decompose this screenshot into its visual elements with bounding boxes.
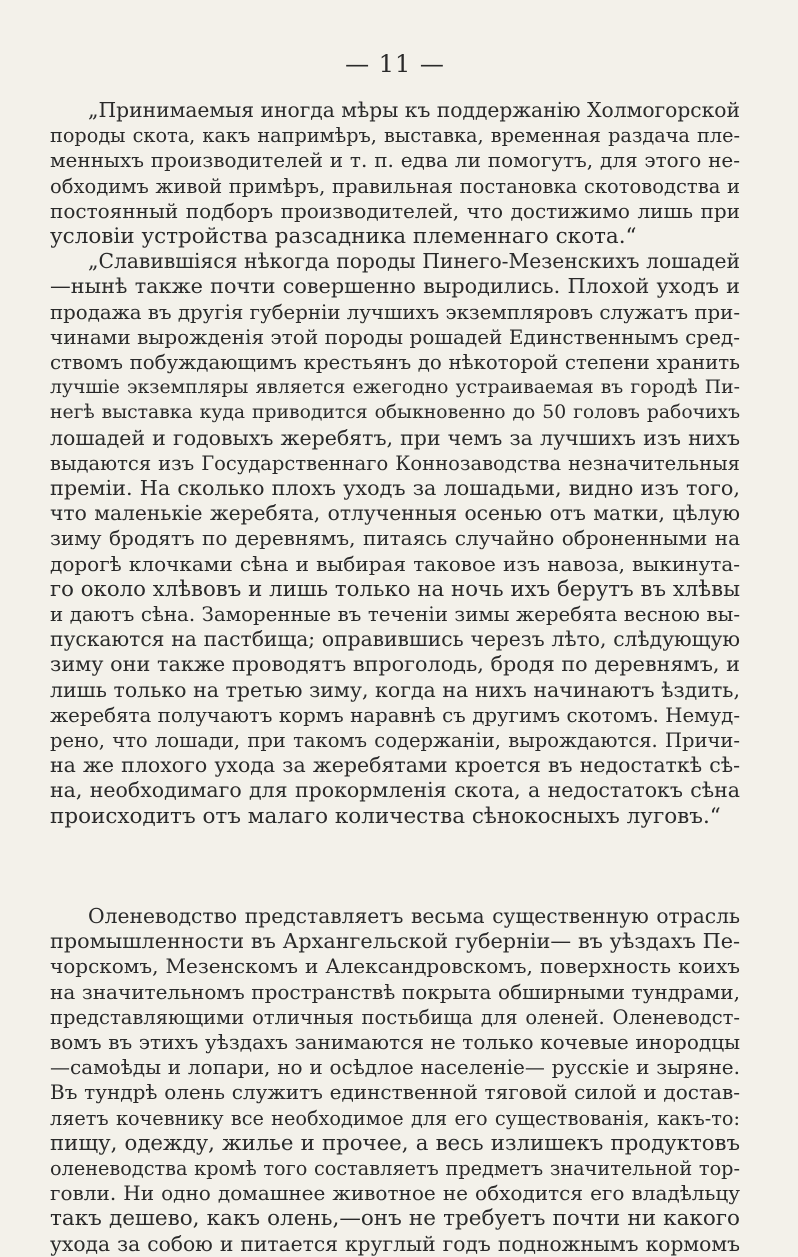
text-line: на же плохого ухода за жеребятами кроется въ недостаткѣ сѣ-: [50, 753, 740, 778]
text-line: что маленькіе жеребята, отлученныя осенью отъ матки, цѣлую: [50, 501, 740, 526]
text-line: такъ дешево, какъ олень,—онъ не требуетъ почти ни какого: [50, 1206, 740, 1232]
text-line: пищу, одежду, жилье и прочее, а весь излишекъ продуктовъ: [50, 1130, 740, 1156]
text-line: зиму бродятъ по деревнямъ, питаясь случайно оброненными на: [50, 526, 740, 551]
text-line: преміи. На сколько плохъ уходъ за лошадьми, видно изъ того,: [50, 476, 740, 501]
text-line: негѣ выставка куда приводится обыкновенно до 50 головъ рабочихъ: [50, 402, 740, 424]
text-line: продажа въ другія губерніи лучшихъ экземпляровъ служатъ при-: [50, 300, 740, 324]
text-line: жеребята получаютъ кормъ наравнѣ съ другимъ скотомъ. Немуд-: [50, 703, 740, 727]
paragraph-holmogory-cattle: [50, 98, 740, 249]
text-line: условіи устройства разсадника племеннаго скота.“: [50, 224, 637, 250]
text-line: промышленности въ Архангельской губерніи— въ уѣздахъ Пе-: [50, 929, 740, 954]
text-line: постоянный подборъ производителей, что достижимо лишь при: [50, 198, 740, 223]
text-line: чорскомъ, Мезенскомъ и Александровскомъ, поверхность коихъ: [50, 954, 740, 979]
text-line: на, необходимаго для прокормленія скота, а недостатокъ сѣна: [50, 778, 740, 803]
text-line: на значительномъ пространствѣ покрыта обширными тундрами,: [50, 979, 740, 1004]
text-line: чинами вырожденія этой породы рошадей Единственнымъ сред-: [50, 324, 740, 349]
text-line: менныхъ производителей и т. п. едва ли помогутъ, для этого не-: [50, 148, 740, 173]
text-line: пускаются на пастбища; оправившись черезъ лѣто, слѣдующую: [50, 627, 740, 652]
text-line: представляющими отличныя постьбища для оленей. Оленеводст-: [50, 1005, 740, 1029]
text-line: лишь только на третью зиму, когда на нихъ начинаютъ ѣздить,: [50, 677, 740, 702]
text-line: —нынѣ также почти совершенно выродились. Плохой уходъ и: [50, 274, 740, 299]
text-line: выдаются изъ Государственнаго Коннозаводства незначительныя: [50, 451, 740, 475]
text-line: „Славившіяся нѣкогда породы Пинего-Мезенскихъ лошадей: [88, 249, 740, 274]
text-line: зиму они также проводятъ впроголодь, бродя по деревнямъ, и: [50, 652, 740, 677]
text-line: дорогѣ клочками сѣна и выбирая таковое изъ навоза, выкинута-: [50, 551, 740, 576]
text-line: Въ тундрѣ олень служитъ единственной тяговой силой и достав-: [50, 1080, 740, 1105]
text-line: го около хлѣвовъ и лишь только на ночь ихъ берутъ въ хлѣвы: [50, 576, 740, 602]
page-number: — 11 —: [345, 50, 445, 78]
text-line: „Принимаемыя иногда мѣры къ поддержанію Холмогорской: [88, 98, 740, 122]
text-line: оленеводства кромѣ того составляетъ предметъ значительной тор-: [50, 1156, 740, 1180]
text-line: вомъ въ этихъ уѣздахъ занимаются не только кочевые инородцы: [50, 1029, 740, 1054]
paragraph-reindeer-herding: [50, 904, 740, 1257]
text-line: происходитъ отъ малаго количества сѣнокосныхъ луговъ.“: [50, 803, 721, 829]
text-line: ухода за собою и питается круглый годъ подножнымъ кормомъ: [50, 1231, 740, 1256]
text-line: обходимъ живой примѣръ, правильная постановка скотоводства и: [50, 174, 740, 198]
text-line: —самоѣды и лопари, но и осѣдлое населеніе— русскіе и зыряне.: [50, 1055, 740, 1080]
text-line: рено, что лошади, при такомъ содержаніи, вырождаются. Причи-: [50, 729, 740, 753]
text-line: лошадей и годовыхъ жеребятъ, при чемъ за лучшихъ изъ нихъ: [50, 425, 740, 450]
paragraph-gap: [50, 829, 740, 904]
text-line: лучшіе экземпляры является ежегодно устраиваемая въ городѣ Пи-: [50, 377, 740, 399]
text-line: говли. Ни одно домашнее животное не обходится его владѣльцу: [50, 1181, 740, 1206]
paragraph-pinega-horses: [50, 249, 740, 829]
text-line: ляетъ кочевнику все необходимое для его существованія, какъ-то:: [50, 1106, 740, 1130]
text-line: и даютъ сѣна. Заморенные въ теченіи зимы жеребята весною вы-: [50, 603, 740, 627]
text-line: ствомъ побуждающимъ крестьянъ до нѣкоторой степени хранить: [50, 351, 740, 375]
text-line: Оленеводство представляетъ весьма существенную отрасль: [88, 903, 740, 928]
text-line: породы скота, какъ напримѣръ, выставка, временная раздача пле-: [50, 124, 740, 148]
